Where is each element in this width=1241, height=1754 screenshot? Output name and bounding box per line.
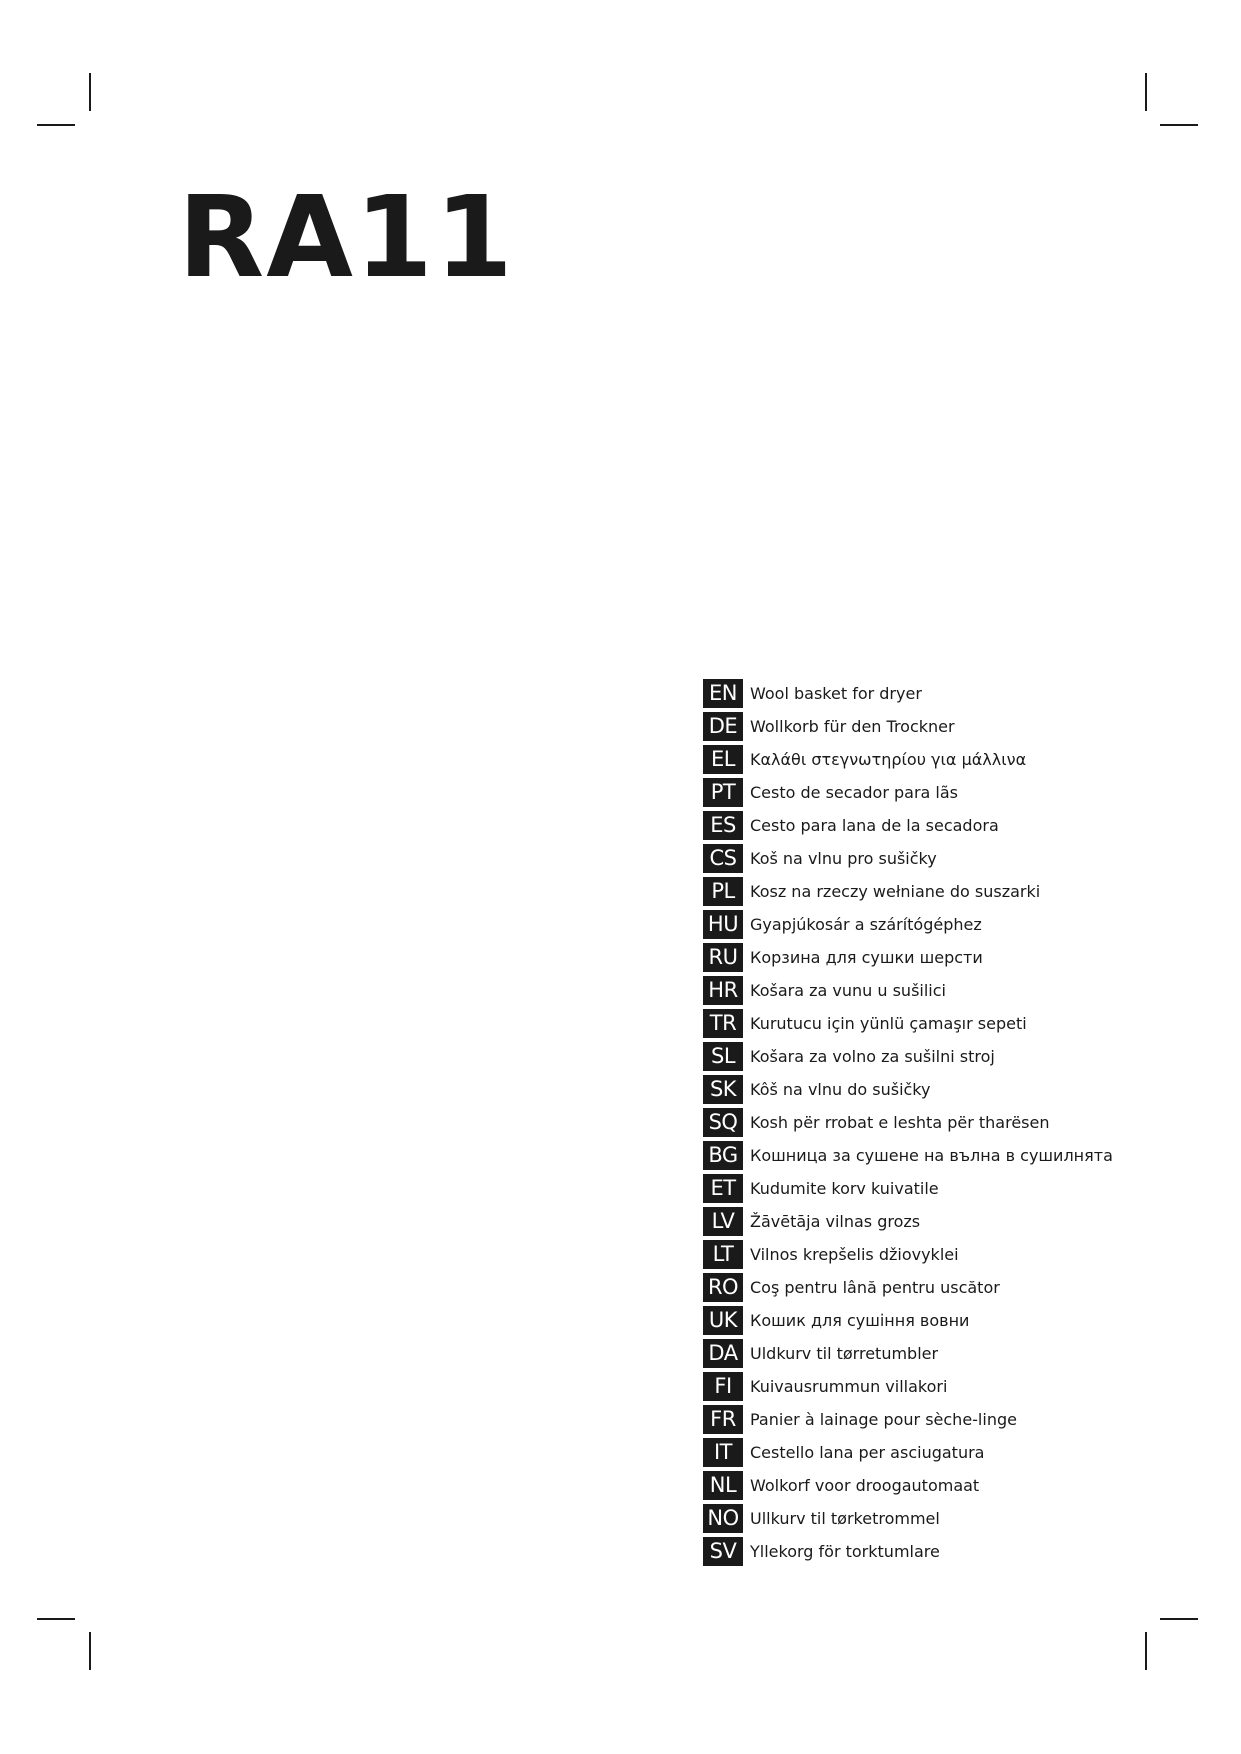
language-code-badge: FI: [703, 1372, 743, 1401]
language-label: Košara za volno za sušilni stroj: [750, 1047, 995, 1066]
language-label: Žāvētāja vilnas grozs: [750, 1212, 921, 1231]
language-label: Koš na vlnu pro sušičky: [750, 849, 937, 868]
language-code-badge: LV: [703, 1207, 743, 1236]
language-label: Kudumite korv kuivatile: [750, 1179, 939, 1198]
language-list: [703, 677, 1113, 1568]
language-row: [703, 1535, 1113, 1568]
language-row: [703, 1205, 1113, 1238]
language-row: [703, 908, 1113, 941]
language-row: [703, 1106, 1113, 1139]
language-code-badge: SK: [703, 1075, 743, 1104]
language-label: Wool basket for dryer: [750, 684, 922, 703]
language-label: Cesto de secador para lãs: [750, 783, 958, 802]
language-label: Košara za vunu u sušilici: [750, 981, 946, 1000]
language-row: [703, 1403, 1113, 1436]
language-row: [703, 1304, 1113, 1337]
language-code-badge: CS: [703, 844, 743, 873]
language-label: Coş pentru lână pentru uscător: [750, 1278, 1000, 1297]
language-code-badge: SV: [703, 1537, 743, 1566]
language-row: [703, 974, 1113, 1007]
language-row: [703, 842, 1113, 875]
language-label: Cestello lana per asciugatura: [750, 1443, 985, 1462]
crop-mark: [1160, 124, 1198, 126]
crop-mark: [1160, 1618, 1198, 1620]
language-code-badge: SL: [703, 1042, 743, 1071]
language-row: [703, 1370, 1113, 1403]
language-label: Kuivausrummun villakori: [750, 1377, 948, 1396]
language-code-badge: ES: [703, 811, 743, 840]
language-code-badge: HU: [703, 910, 743, 939]
language-label: Panier à lainage pour sèche-linge: [750, 1410, 1017, 1429]
crop-mark: [89, 1632, 91, 1670]
language-label: Кошница за сушене на вълна в сушилнята: [750, 1146, 1113, 1165]
language-code-badge: PL: [703, 877, 743, 906]
crop-mark: [89, 73, 91, 111]
language-code-badge: EL: [703, 745, 743, 774]
language-row: [703, 776, 1113, 809]
language-code-badge: UK: [703, 1306, 743, 1335]
language-code-badge: DA: [703, 1339, 743, 1368]
language-code-badge: DE: [703, 712, 743, 741]
language-label: Kosh për rrobat e leshta për tharësen: [750, 1113, 1050, 1132]
language-code-badge: TR: [703, 1009, 743, 1038]
language-label: Wollkorb für den Trockner: [750, 717, 955, 736]
crop-mark: [37, 1618, 75, 1620]
language-label: Yllekorg för torktumlare: [750, 1542, 940, 1561]
language-label: Kurutucu için yünlü çamaşır sepeti: [750, 1014, 1027, 1033]
language-code-badge: NL: [703, 1471, 743, 1500]
language-label: Кошик для сушіння вовни: [750, 1311, 970, 1330]
language-row: [703, 809, 1113, 842]
language-label: Gyapjúkosár a szárítógéphez: [750, 915, 982, 934]
language-row: [703, 1238, 1113, 1271]
language-row: [703, 1007, 1113, 1040]
language-label: Корзина для сушки шерсти: [750, 948, 983, 967]
crop-mark: [37, 124, 75, 126]
language-code-badge: SQ: [703, 1108, 743, 1137]
language-label: Kosz na rzeczy wełniane do suszarki: [750, 882, 1041, 901]
language-row: [703, 1502, 1113, 1535]
language-row: [703, 1436, 1113, 1469]
language-row: [703, 941, 1113, 974]
language-code-badge: ET: [703, 1174, 743, 1203]
language-code-badge: PT: [703, 778, 743, 807]
language-label: Καλάθι στεγνωτηρίου για μάλλινα: [750, 750, 1027, 769]
language-code-badge: RU: [703, 943, 743, 972]
language-code-badge: IT: [703, 1438, 743, 1467]
language-row: [703, 1040, 1113, 1073]
language-row: [703, 1469, 1113, 1502]
language-row: [703, 677, 1113, 710]
model-title: RA11: [178, 173, 515, 303]
language-row: [703, 710, 1113, 743]
language-code-badge: LT: [703, 1240, 743, 1269]
language-row: [703, 875, 1113, 908]
language-label: Kôš na vlnu do sušičky: [750, 1080, 931, 1099]
crop-mark: [1145, 73, 1147, 111]
language-row: [703, 743, 1113, 776]
language-code-badge: BG: [703, 1141, 743, 1170]
crop-mark: [1145, 1632, 1147, 1670]
language-code-badge: RO: [703, 1273, 743, 1302]
language-code-badge: FR: [703, 1405, 743, 1434]
language-code-badge: HR: [703, 976, 743, 1005]
language-row: [703, 1271, 1113, 1304]
language-label: Wolkorf voor droogautomaat: [750, 1476, 980, 1495]
language-label: Uldkurv til tørretumbler: [750, 1344, 939, 1363]
language-label: Ullkurv til tørketrommel: [750, 1509, 940, 1528]
language-label: Cesto para lana de la secadora: [750, 816, 999, 835]
language-label: Vilnos krepšelis džiovyklei: [750, 1245, 959, 1264]
language-row: [703, 1073, 1113, 1106]
language-code-badge: EN: [703, 679, 743, 708]
language-row: [703, 1139, 1113, 1172]
language-row: [703, 1337, 1113, 1370]
language-code-badge: NO: [703, 1504, 743, 1533]
language-row: [703, 1172, 1113, 1205]
